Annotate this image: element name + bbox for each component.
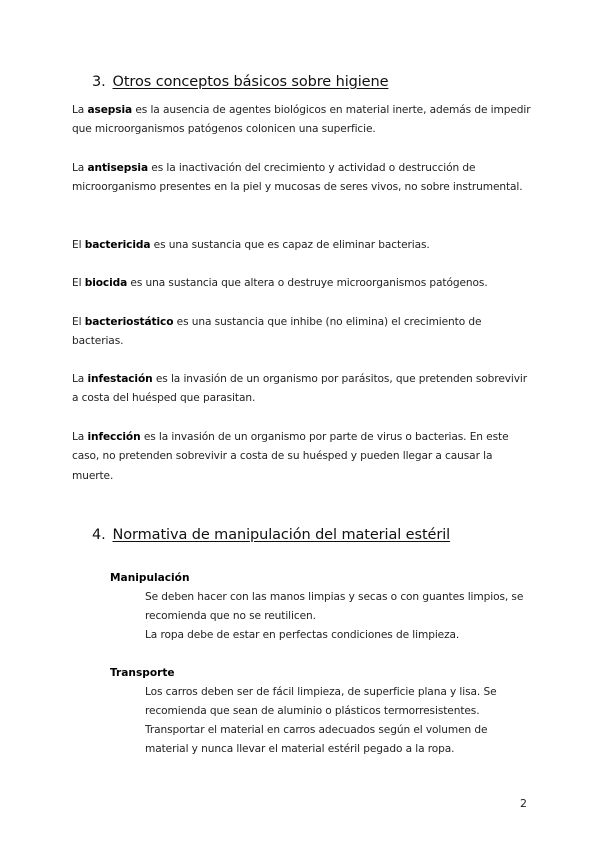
paragraph-antisepsia: La antisepsia es la inactivación del crecimiento y actividad o destrucción de microorganismo presentes en la piel y mucosas de seres vivos, no sobre instrumental. — [72, 162, 523, 194]
paragraph-asepsia: La asepsia es la ausencia de agentes biológicos en material inerte, además de impedir que microorganismos patógenos colonicen una superficie. — [72, 104, 531, 136]
subsection-title-transporte: Transporte — [110, 667, 175, 679]
section-3-title: Otros conceptos básicos sobre higiene — [112, 74, 389, 90]
term-antisepsia: antisepsia — [87, 162, 149, 174]
term-bactericida: bactericida — [84, 239, 151, 251]
paragraph-bacteriostatico: El bacteriostático es una sustancia que inhibe (no elimina) el crecimiento de bacterias. — [72, 316, 482, 348]
paragraph-infeccion: La infección es la invasión de un organismo por parte de virus o bacterias. En este caso, no pretenden sobrevivir a costa de su huésped y pueden llegar a causar la muerte. — [72, 431, 509, 482]
paragraph-bactericida: El bactericida es una sustancia que es capaz de eliminar bacterias. — [72, 239, 430, 251]
paragraph-biocida: El biocida es una sustancia que altera o destruye microorganismos patógenos. — [72, 277, 488, 289]
page-number: 2 — [520, 797, 527, 810]
transporte-line-2: Transportar el material en carros adecuados según el volumen de material y nunca llevar el material estéril pegado a la ropa. — [145, 724, 488, 756]
section-3-number: 3. — [92, 74, 106, 90]
term-asepsia: asepsia — [87, 104, 133, 116]
subsection-title-manipulacion: Manipulación — [110, 572, 190, 584]
transporte-line-1: Los carros deben ser de fácil limpieza, de superficie plana y lisa. Se recomienda que sean de aluminio o plásticos termorresistentes. — [145, 686, 497, 718]
term-bacteriostatico: bacteriostático — [84, 316, 174, 328]
paragraph-infestacion: La infestación es la invasión de un organismo por parásitos, que pretenden sobrevivir a costa del huésped que parasitan. — [72, 373, 528, 405]
manipulacion-line-2: La ropa debe de estar en perfectas condiciones de limpieza. — [145, 629, 460, 641]
section-3-heading — [92, 74, 388, 90]
section-4-title: Normativa de manipulación del material estéril — [112, 527, 451, 543]
term-biocida: biocida — [84, 277, 128, 289]
term-infeccion: infección — [87, 431, 141, 443]
section-4-number: 4. — [92, 527, 106, 543]
manipulacion-line-1: Se deben hacer con las manos limpias y secas o con guantes limpios, se recomienda que no se reutilicen. — [145, 591, 524, 623]
section-4-heading — [92, 527, 450, 543]
term-infestacion: infestación — [87, 373, 153, 385]
